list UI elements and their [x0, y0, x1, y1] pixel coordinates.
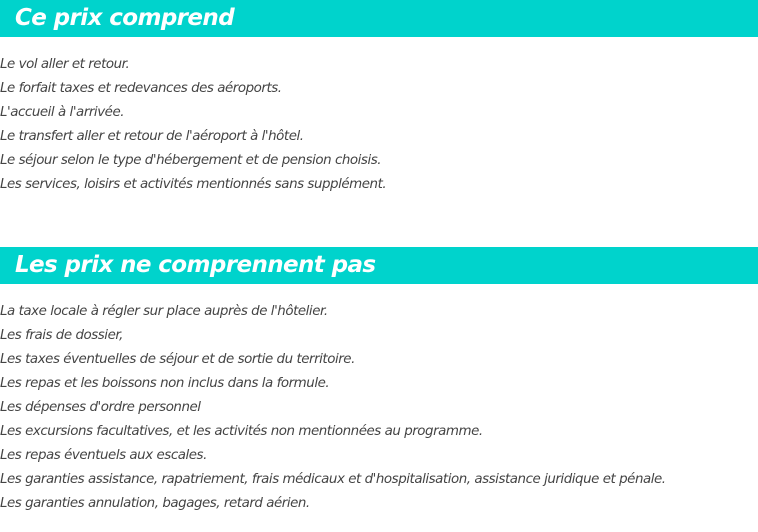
list-item: Le séjour selon le type d'hébergement et de pension choisis.: [0, 153, 382, 168]
included-list: [0, 53, 386, 197]
list-item: L'accueil à l'arrivée.: [0, 105, 125, 120]
list-item: Les taxes éventuelles de séjour et de sortie du territoire.: [0, 352, 355, 367]
list-item: Les repas et les boissons non inclus dans la formule.: [0, 376, 330, 391]
list-item: Les frais de dossier,: [0, 328, 123, 343]
included-section-title: Ce prix comprend: [0, 0, 758, 37]
list-item: Les services, loisirs et activités mentionnés sans supplément.: [0, 177, 387, 192]
list-item: Les repas éventuels aux escales.: [0, 448, 207, 463]
excluded-list: [0, 300, 666, 516]
list-item: Les garanties annulation, bagages, retard aérien.: [0, 496, 310, 511]
list-item: Le vol aller et retour.: [0, 57, 130, 72]
list-item: Le transfert aller et retour de l'aéroport à l'hôtel.: [0, 129, 304, 144]
list-item: Les dépenses d'ordre personnel: [0, 400, 201, 415]
list-item: Les garanties assistance, rapatriement, frais médicaux et d'hospitalisation, assistance juridique et pénale.: [0, 472, 666, 487]
excluded-section-title: Les prix ne comprennent pas: [0, 247, 758, 284]
list-item: La taxe locale à régler sur place auprès de l'hôtelier.: [0, 304, 328, 319]
list-item: Les excursions facultatives, et les activités non mentionnées au programme.: [0, 424, 483, 439]
list-item: Le forfait taxes et redevances des aéroports.: [0, 81, 282, 96]
